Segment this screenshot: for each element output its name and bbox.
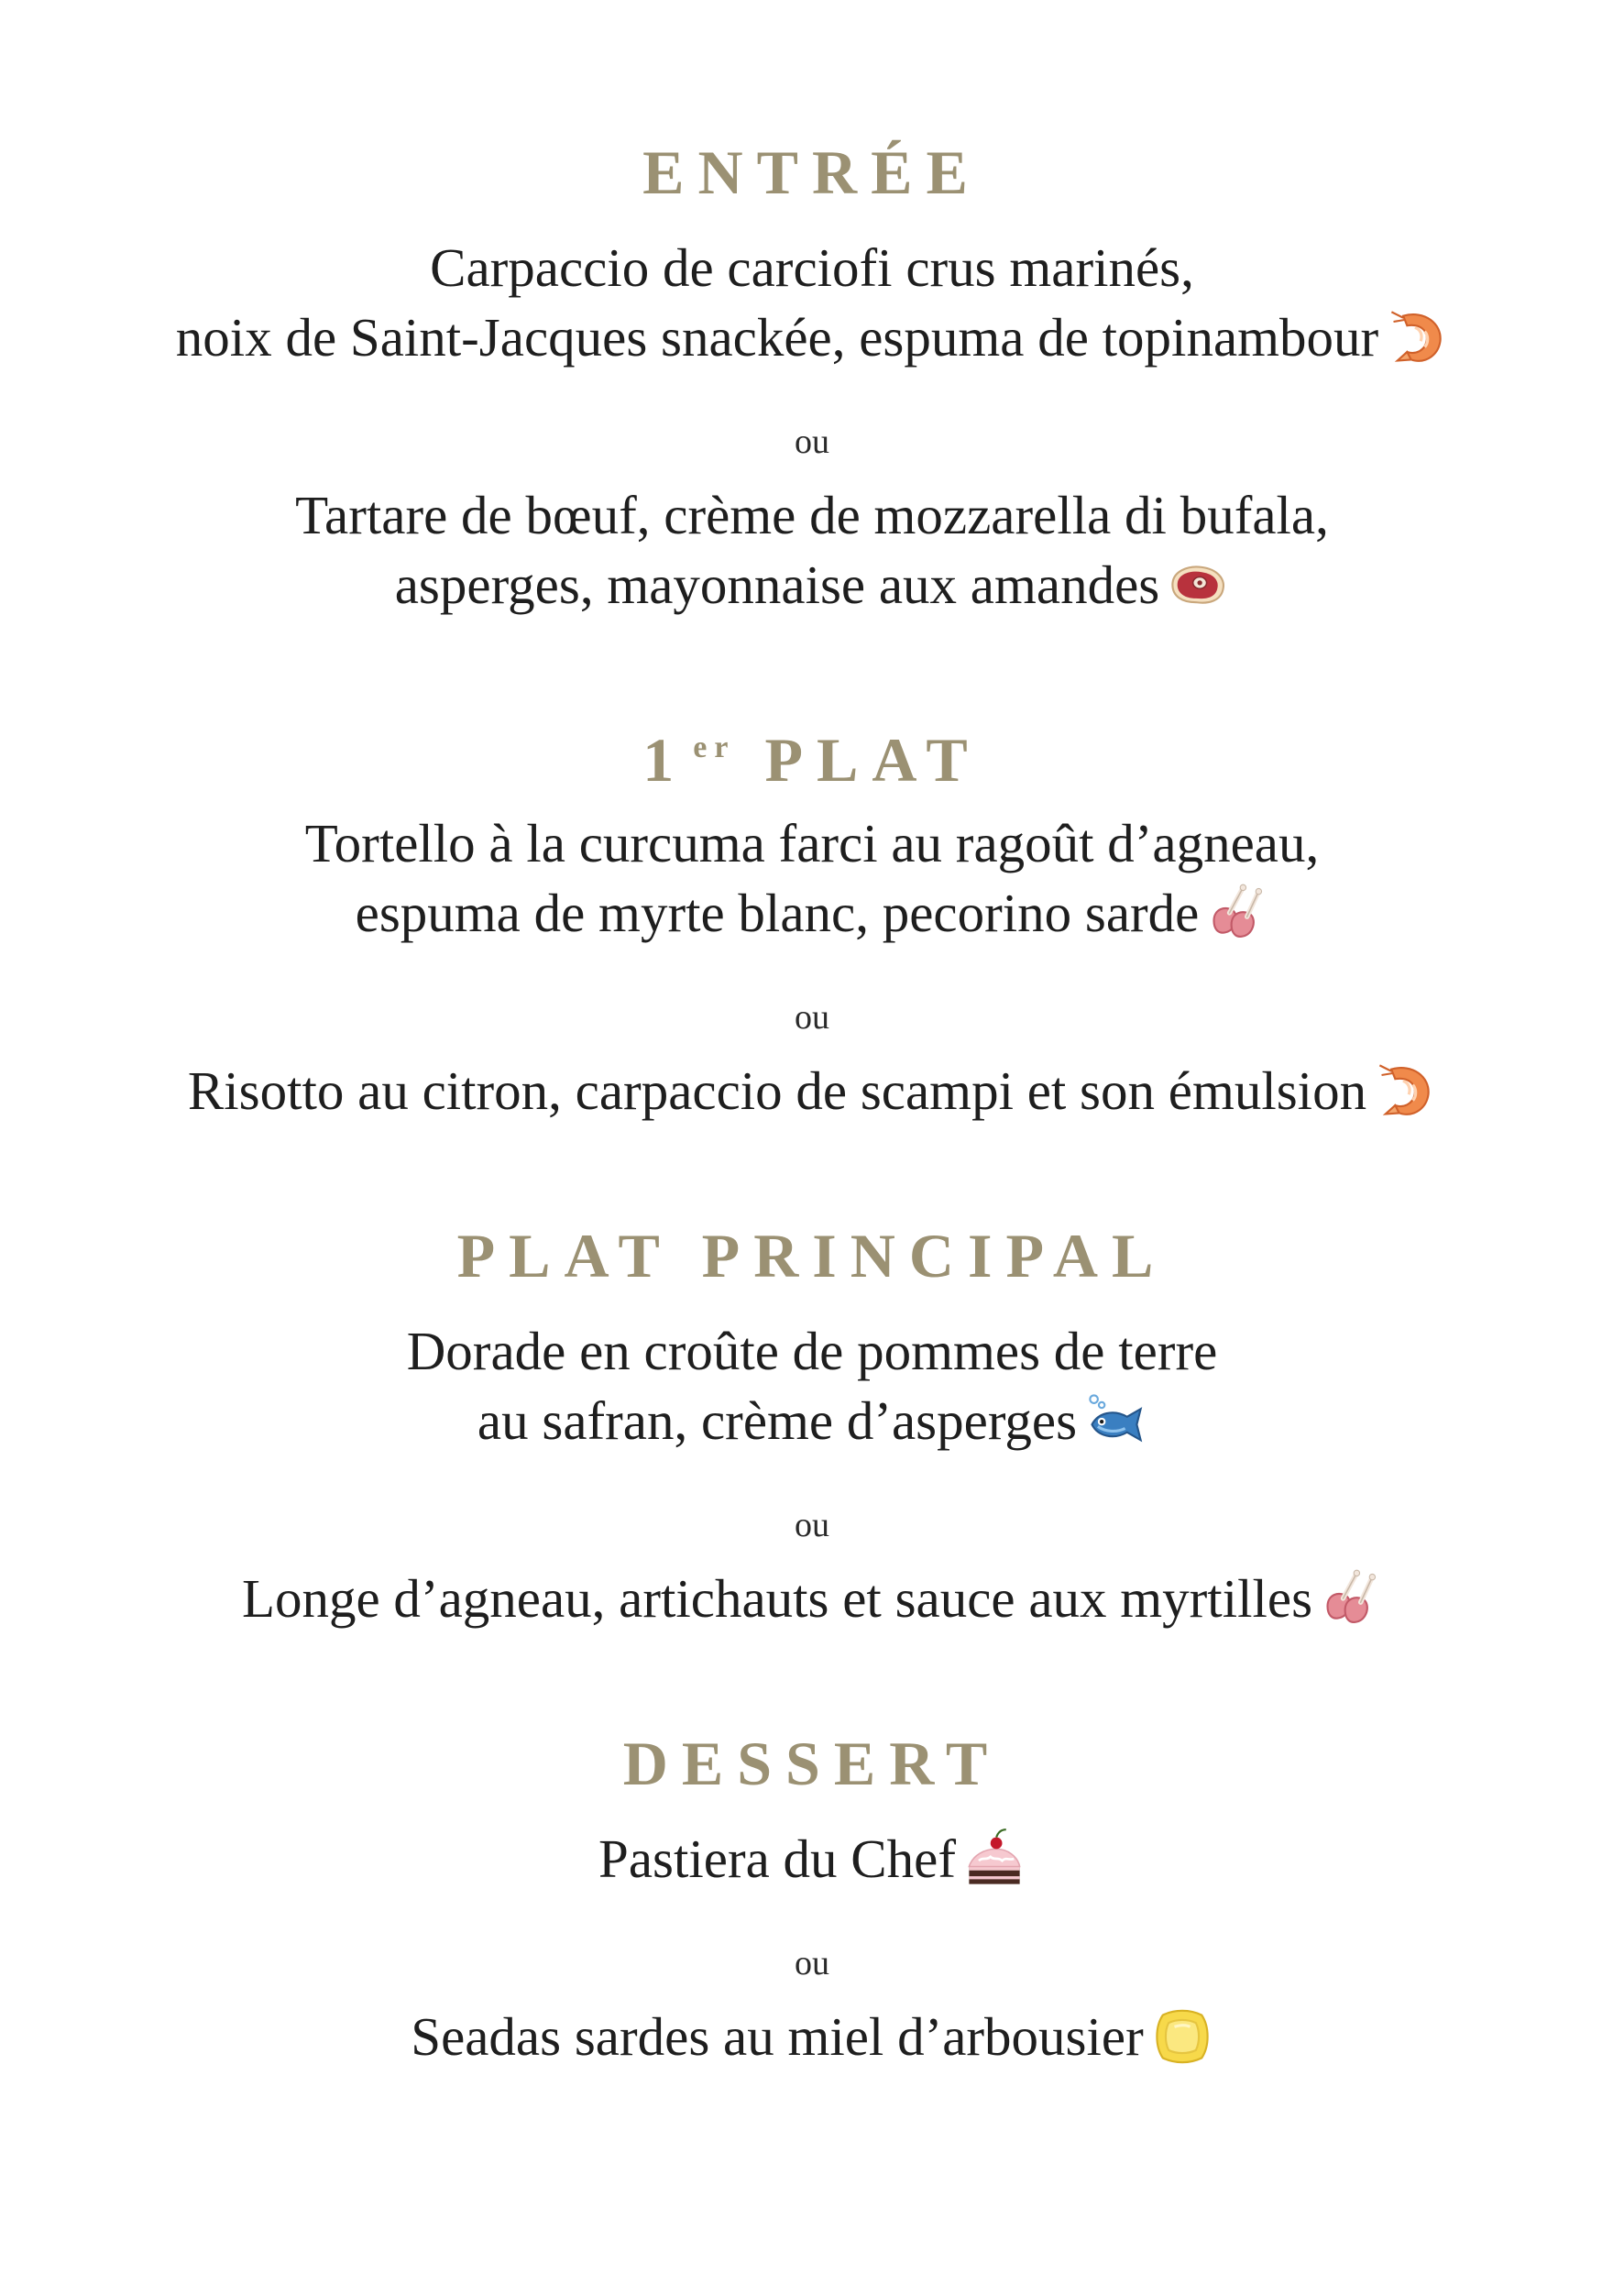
cake-icon xyxy=(963,1828,1026,1890)
separator-ou: ou xyxy=(795,1506,829,1544)
steak-icon xyxy=(1167,554,1229,616)
section-title-premier-plat xyxy=(0,711,1624,796)
dish-line-with-icon xyxy=(0,878,1624,948)
section-title-entree: ENTRÉE xyxy=(642,137,982,207)
dish-line-with-icon xyxy=(0,1056,1624,1126)
dish-dorade-croute xyxy=(0,1316,1624,1455)
dish-line: Carpaccio de carciofi crus marinés, xyxy=(430,237,1194,298)
title-number: 1 xyxy=(642,725,688,795)
dish-carpaccio-carciofi xyxy=(0,233,1624,372)
section-title-dessert: DESSERT xyxy=(622,1729,1002,1798)
separator-ou: ou xyxy=(795,1944,829,1982)
dish-line-with-icon xyxy=(0,1824,1624,1894)
dish-longe-agneau xyxy=(0,1564,1624,1633)
fish-icon xyxy=(1084,1389,1147,1452)
dish-line: au safran, crème d’asperges xyxy=(477,1390,1078,1451)
dish-line-with-icon xyxy=(0,302,1624,372)
dish-line-with-icon xyxy=(0,550,1624,620)
seadas-icon xyxy=(1151,2005,1213,2068)
lamb-chops-icon xyxy=(1320,1567,1382,1630)
dish-pastiera xyxy=(0,1824,1624,1894)
title-word: PLAT xyxy=(764,725,982,795)
title-superscript: er xyxy=(693,730,736,764)
dish-line: asperges, mayonnaise aux amandes xyxy=(394,555,1160,615)
dish-line: espuma de myrte blanc, pecorino sarde xyxy=(355,883,1200,943)
dish-risotto-citron xyxy=(0,1056,1624,1126)
shrimp-icon xyxy=(1374,1060,1436,1122)
separator-ou: ou xyxy=(795,423,829,461)
dish-line: noix de Saint-Jacques snackée, espuma de topinambour xyxy=(175,307,1379,368)
dish-line: Longe d’agneau, artichauts et sauce aux myrtilles xyxy=(241,1568,1313,1629)
dish-line-with-icon xyxy=(0,1386,1624,1455)
dish-line-with-icon xyxy=(0,2002,1624,2071)
section-title-plat-principal: PLAT PRINCIPAL xyxy=(456,1221,1168,1290)
dish-tortello-curcuma xyxy=(0,808,1624,948)
dish-line: Pastiera du Chef xyxy=(598,1828,956,1889)
dish-line: Seadas sardes au miel d’arbousier xyxy=(411,2006,1144,2067)
dish-line: Risotto au citron, carpaccio de scampi et son émulsion xyxy=(187,1060,1367,1121)
dish-seadas xyxy=(0,2002,1624,2071)
dish-line: Dorade en croûte de pommes de terre xyxy=(406,1321,1218,1381)
dish-tartare-boeuf xyxy=(0,480,1624,620)
lamb-chops-icon xyxy=(1206,882,1268,944)
dish-line: Tortello à la curcuma farci au ragoût d’agneau, xyxy=(304,813,1320,873)
shrimp-icon xyxy=(1386,306,1448,368)
dish-line-with-icon xyxy=(0,1564,1624,1633)
separator-ou: ou xyxy=(795,998,829,1037)
dish-line: Tartare de bœuf, crème de mozzarella di bufala, xyxy=(295,485,1329,545)
